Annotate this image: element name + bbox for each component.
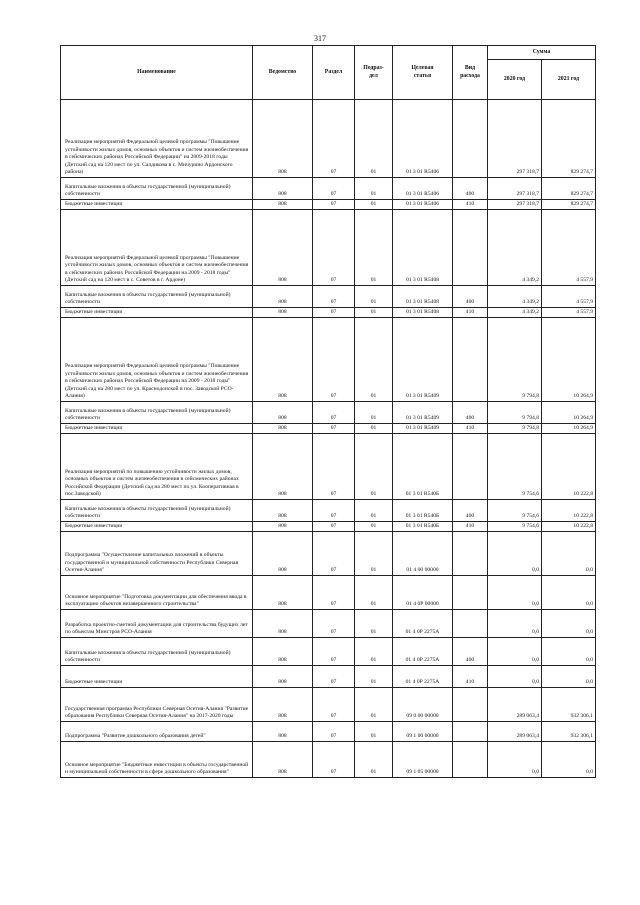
header-tselevaya: Целевая статья [393, 46, 453, 100]
row-podrazdel: 01 [355, 286, 393, 308]
table-row [61, 522, 596, 532]
row-celevaya-statya: 01 3 01 R540Б [393, 434, 453, 500]
row-celevaya-statya: 09 0 00 00000 [393, 688, 453, 722]
row-sum-2021: 10 222,8 [542, 500, 596, 522]
header-vid: Вид расхода [453, 46, 488, 100]
row-vedomstvo: 808 [253, 318, 313, 402]
row-sum-2021: 0,0 [542, 742, 596, 778]
row-vid-rashoda: 410 [453, 200, 488, 210]
row-sum-2020: 297 318,7 [488, 200, 542, 210]
row-sum-2020: 0,0 [488, 576, 542, 610]
row-vedomstvo: 808 [253, 742, 313, 778]
row-sum-2020: 9 794,8 [488, 318, 542, 402]
row-sum-2020: 0,0 [488, 610, 542, 638]
table-row [61, 742, 596, 778]
row-podrazdel: 01 [355, 722, 393, 742]
row-sum-2020: 9 794,8 [488, 424, 542, 434]
row-celevaya-statya: 01 3 01 R5409 [393, 424, 453, 434]
row-celevaya-statya: 01 4 0Р 00000 [393, 576, 453, 610]
row-podrazdel: 01 [355, 666, 393, 688]
row-sum-2020: 4 349,2 [488, 308, 542, 318]
row-vedomstvo: 808 [253, 424, 313, 434]
table-row [61, 434, 596, 500]
row-vid-rashoda: 410 [453, 424, 488, 434]
row-vid-rashoda [453, 532, 488, 576]
table-row [61, 210, 596, 286]
row-name: Основное мероприятие "Подготовка документации для обеспечения ввода в эксплуатацию объектов незавершенного строительства" [61, 576, 253, 610]
row-sum-2020: 289 063,4 [488, 688, 542, 722]
row-vedomstvo: 808 [253, 308, 313, 318]
row-sum-2020: 297 318,7 [488, 178, 542, 200]
table-row [61, 318, 596, 402]
row-vid-rashoda: 410 [453, 666, 488, 688]
row-podrazdel: 01 [355, 434, 393, 500]
row-vedomstvo: 808 [253, 210, 313, 286]
row-celevaya-statya: 01 4 0Р 2275А [393, 638, 453, 666]
row-name: Государственная программа Республики Северная Осетия-Алания "Развитие образования Республики Северная Осетия-Алания" на 2017-2020 годы [61, 688, 253, 722]
row-podrazdel: 01 [355, 576, 393, 610]
row-vedomstvo: 808 [253, 576, 313, 610]
row-sum-2020: 0,0 [488, 638, 542, 666]
row-sum-2021: 10 222,8 [542, 434, 596, 500]
row-sum-2020: 9 754,6 [488, 434, 542, 500]
header-vedomstvo: Ведомство [253, 46, 313, 100]
row-celevaya-statya: 01 3 01 R5408 [393, 286, 453, 308]
row-podrazdel: 01 [355, 742, 393, 778]
row-vid-rashoda [453, 434, 488, 500]
row-sum-2020: 0,0 [488, 532, 542, 576]
row-sum-2021: 4 557,9 [542, 210, 596, 286]
row-celevaya-statya: 01 3 01 R5409 [393, 318, 453, 402]
row-vedomstvo: 808 [253, 286, 313, 308]
table-row [61, 666, 596, 688]
row-vedomstvo: 808 [253, 688, 313, 722]
row-name: Капитальные вложения в объекты государственной (муниципальной) собственности [61, 402, 253, 424]
row-podrazdel: 01 [355, 402, 393, 424]
row-sum-2021: 10 264,9 [542, 402, 596, 424]
row-celevaya-statya: 01 4 0Р 2275А [393, 610, 453, 638]
header-2020: 2020 год [488, 60, 542, 100]
row-razdel: 07 [313, 424, 355, 434]
row-vedomstvo: 808 [253, 638, 313, 666]
row-celevaya-statya: 09 1 05 00000 [393, 742, 453, 778]
row-razdel: 07 [313, 500, 355, 522]
row-podrazdel: 01 [355, 638, 393, 666]
row-vid-rashoda [453, 100, 488, 178]
row-razdel: 07 [313, 576, 355, 610]
row-celevaya-statya: 01 3 01 R5406 [393, 178, 453, 200]
header-podrazdel: Подраз- дел [355, 46, 393, 100]
row-podrazdel: 01 [355, 308, 393, 318]
row-razdel: 07 [313, 434, 355, 500]
table-row [61, 178, 596, 200]
row-sum-2021: 10 264,9 [542, 424, 596, 434]
row-name: Бюджетные инвестиции [61, 666, 253, 688]
row-vid-rashoda: 400 [453, 638, 488, 666]
table-row [61, 688, 596, 722]
row-sum-2021: 0,0 [542, 532, 596, 576]
row-vedomstvo: 808 [253, 500, 313, 522]
row-razdel: 07 [313, 100, 355, 178]
table-row [61, 200, 596, 210]
row-celevaya-statya: 01 3 01 R540Б [393, 522, 453, 532]
table-row [61, 610, 596, 638]
row-vid-rashoda [453, 576, 488, 610]
row-sum-2021: 4 557,9 [542, 308, 596, 318]
row-name: Бюджетные инвестиции [61, 200, 253, 210]
row-razdel: 07 [313, 318, 355, 402]
row-vid-rashoda: 400 [453, 402, 488, 424]
row-sum-2020: 9 754,6 [488, 500, 542, 522]
row-podrazdel: 01 [355, 100, 393, 178]
row-celevaya-statya: 01 3 01 R5408 [393, 210, 453, 286]
row-celevaya-statya: 01 3 01 R540Б [393, 500, 453, 522]
row-vid-rashoda: 400 [453, 500, 488, 522]
row-vedomstvo: 808 [253, 722, 313, 742]
header-summa: Сумма [488, 46, 596, 60]
row-sum-2021: 10 222,8 [542, 522, 596, 532]
row-vid-rashoda [453, 742, 488, 778]
row-sum-2021: 0,0 [542, 610, 596, 638]
row-razdel: 07 [313, 532, 355, 576]
row-razdel: 07 [313, 742, 355, 778]
row-celevaya-statya: 09 1 00 00000 [393, 722, 453, 742]
row-podrazdel: 01 [355, 424, 393, 434]
table-row [61, 722, 596, 742]
row-sum-2020: 0,0 [488, 666, 542, 688]
row-name: Капитальные вложения в объекты государственной (муниципальной) собственности [61, 500, 253, 522]
row-razdel: 07 [313, 522, 355, 532]
row-sum-2021: 829 274,7 [542, 200, 596, 210]
row-name: Реализация мероприятий Федеральной целевой программы "Повышение устойчивости жилых домов, основных объектов и систем жизнеобеспечения в сейсмических районах Российской Федерации на 2009 - 2018 годы" (Детский сад на 280 мест по ул. Краснодонской в пос. Заводской РСО-Алания) [61, 318, 253, 402]
row-vid-rashoda: 400 [453, 178, 488, 200]
row-razdel: 07 [313, 666, 355, 688]
row-name: Бюджетные инвестиции [61, 522, 253, 532]
budget-table [60, 45, 596, 778]
row-vedomstvo: 808 [253, 666, 313, 688]
row-sum-2020: 4 349,2 [488, 286, 542, 308]
table-row [61, 308, 596, 318]
row-name: Подпрограмма "Развитие дошкольного образования детей" [61, 722, 253, 742]
header-2021: 2021 год [542, 60, 596, 100]
header-name: Наименование [61, 46, 253, 100]
table-row [61, 500, 596, 522]
row-name: Разработка проектно-сметной документации для строительства будущих лет по объектам Минстроя РСО-Алания [61, 610, 253, 638]
table-row [61, 532, 596, 576]
page-number: 317 [314, 34, 326, 43]
row-podrazdel: 01 [355, 522, 393, 532]
row-sum-2021: 0,0 [542, 576, 596, 610]
row-name: Бюджетные инвестиции [61, 308, 253, 318]
row-vedomstvo: 808 [253, 532, 313, 576]
row-celevaya-statya: 01 3 01 R5409 [393, 402, 453, 424]
row-podrazdel: 01 [355, 500, 393, 522]
row-vid-rashoda [453, 722, 488, 742]
row-name: Реализация мероприятий Федеральной целевой программы "Повышение устойчивости жилых домов, основных объектов и систем жизнеобеспечения в сейсмических районах Российской Федерации на 2009 - 2018 годы" (Детский сад на 120 мест в с. Советов в г. Ардоне) [61, 210, 253, 286]
row-name: Капитальные вложения в объекты государственной (муниципальной) собственности [61, 286, 253, 308]
row-celevaya-statya: 01 4 00 00000 [393, 532, 453, 576]
row-celevaya-statya: 01 3 01 R5408 [393, 308, 453, 318]
row-sum-2020: 4 349,2 [488, 210, 542, 286]
table-row [61, 576, 596, 610]
table-row [61, 402, 596, 424]
row-sum-2021: 0,0 [542, 666, 596, 688]
row-sum-2021: 932 306,1 [542, 688, 596, 722]
row-razdel: 07 [313, 200, 355, 210]
row-vid-rashoda: 410 [453, 522, 488, 532]
row-sum-2021: 4 557,9 [542, 286, 596, 308]
row-podrazdel: 01 [355, 610, 393, 638]
row-podrazdel: 01 [355, 532, 393, 576]
row-name: Капитальные вложения в объекты государственной (муниципальной) собственности [61, 638, 253, 666]
table-row [61, 424, 596, 434]
row-name: Подпрограмма "Осуществление капитальных вложений в объекты государственной и муниципальной собственности Республики Северная Осетия-Алания" [61, 532, 253, 576]
row-vid-rashoda: 400 [453, 286, 488, 308]
row-razdel: 07 [313, 722, 355, 742]
row-razdel: 07 [313, 308, 355, 318]
row-vid-rashoda [453, 610, 488, 638]
row-sum-2020: 9 754,6 [488, 522, 542, 532]
row-vedomstvo: 808 [253, 610, 313, 638]
row-podrazdel: 01 [355, 318, 393, 402]
row-razdel: 07 [313, 688, 355, 722]
row-celevaya-statya: 01 4 0Р 2275А [393, 666, 453, 688]
row-sum-2020: 9 794,8 [488, 402, 542, 424]
row-sum-2021: 0,0 [542, 638, 596, 666]
row-podrazdel: 01 [355, 688, 393, 722]
row-name: Реализация мероприятий Федеральной целевой программы "Повышение устойчивости жилых домов, основных объектов и систем жизнеобеспечения в сейсмических районах Российской Федерации" на 2009-2018 годы (Детский сад на 120 мест по ул. Салдикова в с. Мичурино Ардонского района) [61, 100, 253, 178]
row-vid-rashoda [453, 210, 488, 286]
row-name: Реализация мероприятий по повышению устойчивости жилых домов, основных объектов и систем жизнеобеспечения в сейсмических районах Российской Федерации (Детский сад на 280 мест по ул. Кооперативная в пос.Заводской) [61, 434, 253, 500]
row-vedomstvo: 808 [253, 402, 313, 424]
row-podrazdel: 01 [355, 200, 393, 210]
row-name: Основное мероприятие "Бюджетные инвестиции в объекты государственной и муниципальной собственности в сфере дошкольного образования" [61, 742, 253, 778]
row-razdel: 07 [313, 610, 355, 638]
row-sum-2021: 829 274,7 [542, 100, 596, 178]
row-name: Капитальные вложения в объекты государственной (муниципальной) собственности [61, 178, 253, 200]
table-row [61, 100, 596, 178]
row-sum-2020: 289 063,4 [488, 722, 542, 742]
row-sum-2021: 829 274,7 [542, 178, 596, 200]
row-razdel: 07 [313, 178, 355, 200]
row-celevaya-statya: 01 3 01 R5406 [393, 100, 453, 178]
row-vedomstvo: 808 [253, 100, 313, 178]
row-razdel: 07 [313, 210, 355, 286]
row-razdel: 07 [313, 638, 355, 666]
header-razdel: Раздел [313, 46, 355, 100]
row-celevaya-statya: 01 3 01 R5406 [393, 200, 453, 210]
row-sum-2020: 0,0 [488, 742, 542, 778]
row-razdel: 07 [313, 286, 355, 308]
table-row [61, 638, 596, 666]
table-row [61, 286, 596, 308]
row-sum-2021: 932 306,1 [542, 722, 596, 742]
row-podrazdel: 01 [355, 210, 393, 286]
row-name: Бюджетные инвестиции [61, 424, 253, 434]
row-vid-rashoda [453, 688, 488, 722]
row-vid-rashoda: 410 [453, 308, 488, 318]
row-vid-rashoda [453, 318, 488, 402]
row-vedomstvo: 808 [253, 178, 313, 200]
row-vedomstvo: 808 [253, 434, 313, 500]
row-vedomstvo: 808 [253, 522, 313, 532]
row-podrazdel: 01 [355, 178, 393, 200]
row-vedomstvo: 808 [253, 200, 313, 210]
row-razdel: 07 [313, 402, 355, 424]
row-sum-2020: 297 318,7 [488, 100, 542, 178]
row-sum-2021: 10 264,9 [542, 318, 596, 402]
